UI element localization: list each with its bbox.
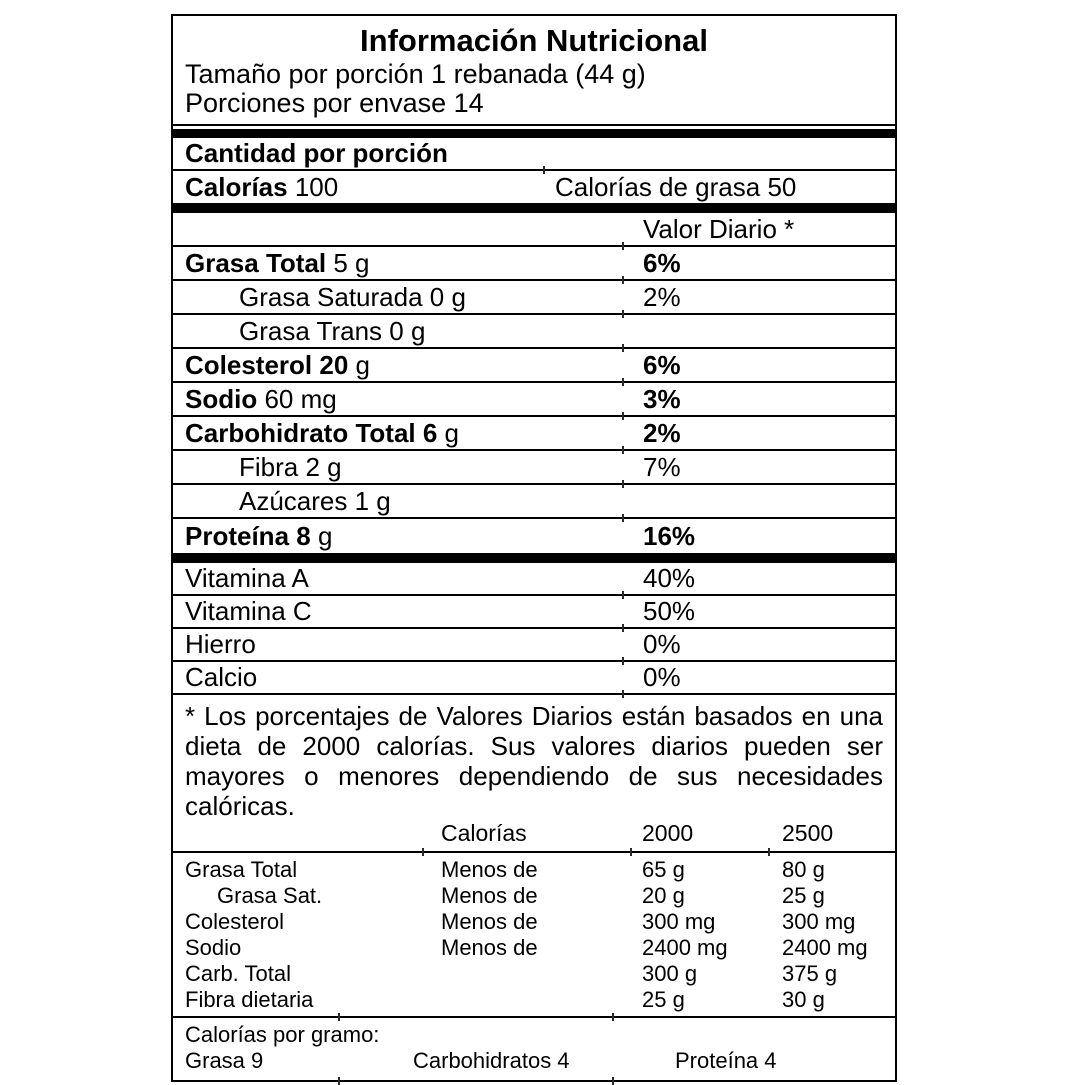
micronutrient-row-vitamina-c: Vitamina C 50% <box>173 596 895 629</box>
daily-value-pct: 6% <box>643 349 681 380</box>
daily-value-footnote: * Los porcentajes de Valores Diarios están basados en una dieta de 2000 calorías. Sus valores diarios pueden ser mayores o menores dependiendo de sus necesidades calóricas. <box>185 701 883 821</box>
daily-value-header-row <box>173 213 895 247</box>
daily-value-pct: 0% <box>643 662 681 692</box>
calories-per-gram-values <box>185 1048 883 1074</box>
thick-divider <box>173 203 895 213</box>
reference-col-2500: 2500 <box>782 820 834 846</box>
reference-col-2000: 2000 <box>642 820 694 846</box>
nutrient-row-azucares: Azúcares 1 g <box>173 485 895 519</box>
nutrient-row-carbohidrato-total: Carbohidrato Total 6 g 2% <box>173 417 895 451</box>
reference-table <box>173 853 895 1018</box>
divider-tick <box>338 1013 340 1021</box>
nutrient-row-colesterol: Colesterol 20 g 6% <box>173 349 895 383</box>
calories-value: Calorías 100 <box>185 171 339 202</box>
divider-tick <box>612 1077 614 1085</box>
daily-value-pct: 6% <box>643 247 681 278</box>
calories-per-gram-fat: Grasa 9 <box>185 1048 264 1073</box>
calories-per-gram-protein: Proteína 4 <box>675 1048 777 1073</box>
label-header <box>173 16 895 126</box>
reference-table-header <box>173 821 895 853</box>
daily-value-pct: 2% <box>643 281 681 312</box>
reference-row: Fibra dietaria 25 g 30 g <box>185 987 825 1012</box>
divider-tick <box>338 1077 340 1085</box>
servings-per-container: Porciones por envase 14 <box>185 88 484 118</box>
nutrient-row-proteina: Proteína 8 g 16% <box>185 520 696 551</box>
label-title: Información Nutricional <box>360 23 708 58</box>
reference-row: Colesterol Menos de 300 mg 300 mg <box>185 909 856 934</box>
nutrient-row-grasa-saturada: Grasa Saturada 0 g 2% <box>173 281 895 315</box>
daily-value-header: Valor Diario * <box>643 213 795 244</box>
nutrient-row-grasa-total: Grasa Total 5 g 6% <box>173 247 895 281</box>
calories-per-gram-title: Calorías por gramo: <box>185 1022 380 1047</box>
thick-divider <box>173 129 895 138</box>
daily-value-pct: 40% <box>643 563 696 593</box>
daily-value-pct: 2% <box>643 417 681 448</box>
micronutrient-row-vitamina-a: Vitamina A 40% <box>173 563 895 596</box>
daily-value-pct: 7% <box>643 451 681 482</box>
daily-value-pct: 16% <box>643 520 696 551</box>
nutrition-facts-label <box>171 14 897 1082</box>
divider-tick <box>768 848 770 856</box>
divider-tick <box>612 1013 614 1021</box>
calories-per-gram-carbs: Carbohidratos 4 <box>413 1048 570 1073</box>
reference-row: Grasa Sat. Menos de 20 g 25 g <box>217 883 825 908</box>
reference-calories-label: Calorías <box>441 820 527 846</box>
amount-per-serving-row <box>173 138 895 171</box>
calories-per-gram-section <box>173 1018 895 1080</box>
thick-divider <box>173 553 895 563</box>
divider-tick <box>422 848 424 856</box>
calories-row <box>173 171 895 203</box>
daily-value-pct: 0% <box>643 629 681 659</box>
serving-size: Tamaño por porción 1 rebanada (44 g) <box>185 59 646 89</box>
nutrient-row-grasa-trans: Grasa Trans 0 g <box>173 315 895 349</box>
nutrient-row-fibra: Fibra 2 g 7% <box>173 451 895 485</box>
reference-row: Grasa Total Menos de 65 g 80 g <box>185 857 825 882</box>
daily-value-pct: 3% <box>643 383 681 414</box>
divider-tick <box>630 848 632 856</box>
reference-row: Sodio Menos de 2400 mg 2400 mg <box>185 935 868 960</box>
nutrient-row-sodio: Sodio 60 mg 3% <box>173 383 895 417</box>
amount-per-serving-label: Cantidad por porción <box>185 138 448 168</box>
micronutrient-row-calcio: Calcio 0% <box>173 662 895 695</box>
daily-value-pct: 50% <box>643 596 696 626</box>
reference-row: Carb. Total 300 g 375 g <box>185 961 838 986</box>
micronutrient-row-hierro: Hierro 0% <box>173 629 895 662</box>
fat-calories-value: Calorías de grasa 50 <box>555 171 797 202</box>
